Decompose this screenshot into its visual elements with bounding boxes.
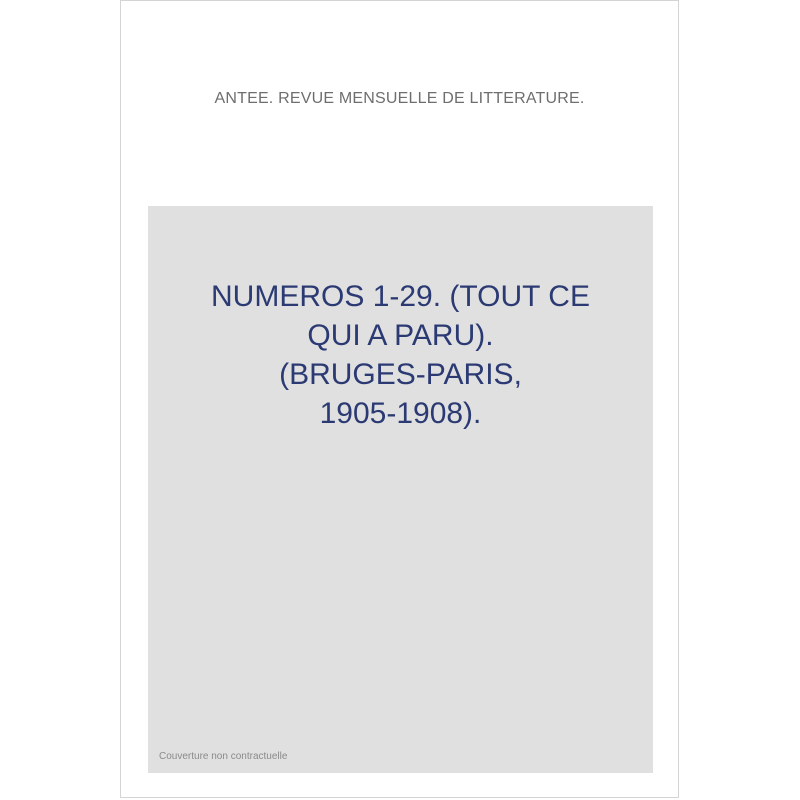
title-line: NUMEROS 1-29. (TOUT CE (211, 280, 590, 313)
title-panel (148, 206, 653, 773)
title-line: 1905-1908). (319, 397, 482, 430)
cover-title (148, 277, 653, 433)
book-cover (120, 0, 679, 798)
cover-author: ANTEE. REVUE MENSUELLE DE LITTERATURE. (214, 90, 585, 107)
title-line: (BRUGES-PARIS, (279, 358, 522, 391)
title-line: QUI A PARU). (307, 319, 494, 352)
cover-disclaimer: Couverture non contractuelle (159, 751, 288, 762)
